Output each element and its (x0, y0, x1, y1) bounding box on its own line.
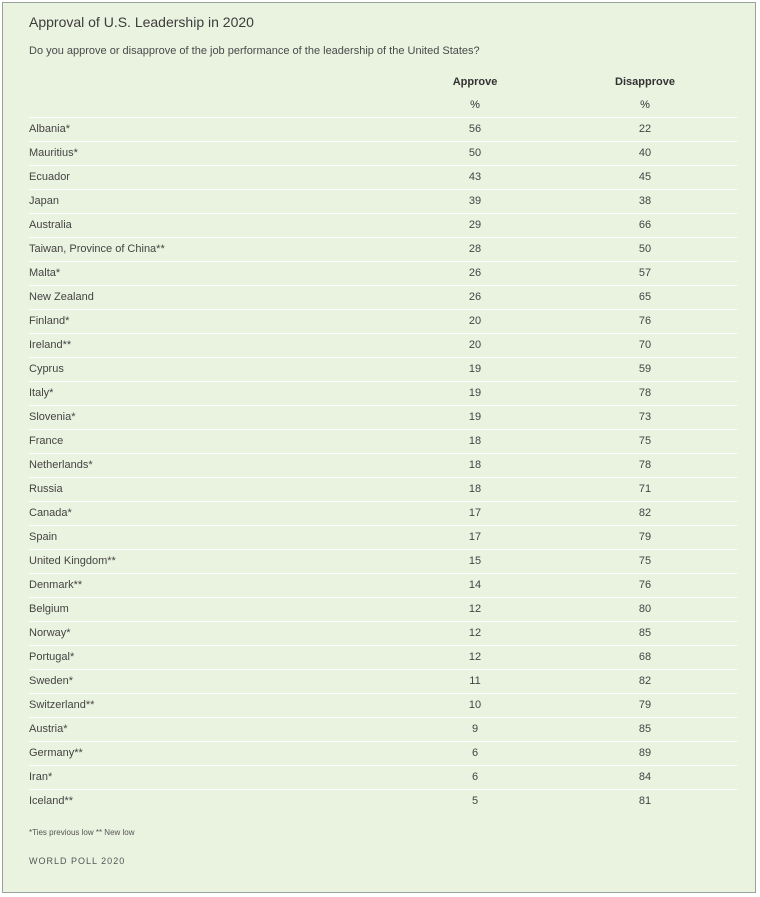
table-row (29, 405, 737, 429)
table-row (29, 573, 737, 597)
disapprove-value: 66 (638, 219, 652, 231)
disapprove-value: 89 (638, 747, 652, 759)
chart-title: Approval of U.S. Leadership in 2020 (29, 14, 254, 30)
country-label: Spain (29, 531, 58, 543)
disapprove-value: 57 (638, 267, 652, 279)
approve-value: 26 (468, 291, 482, 303)
country-label: Norway* (29, 627, 71, 639)
approve-value: 17 (468, 531, 482, 543)
country-label: Ireland** (29, 339, 72, 351)
table-row (29, 741, 737, 765)
approve-value: 12 (468, 627, 482, 639)
data-table (29, 117, 737, 813)
disapprove-value: 82 (638, 675, 652, 687)
disapprove-value: 78 (638, 459, 652, 471)
country-label: Albania* (29, 123, 70, 135)
source-label: WORLD POLL 2020 (29, 856, 126, 866)
approve-value: 11 (469, 675, 481, 687)
country-label: Germany** (29, 747, 83, 759)
approve-value: 19 (468, 387, 482, 399)
table-row (29, 645, 737, 669)
country-label: Russia (29, 483, 63, 495)
country-label: Iceland** (29, 795, 74, 807)
approve-value: 12 (468, 651, 482, 663)
table-row (29, 237, 737, 261)
country-label: Australia (29, 219, 72, 231)
country-label: Portugal* (29, 651, 75, 663)
approve-value: 9 (471, 723, 479, 735)
disapprove-value: 78 (638, 387, 652, 399)
disapprove-value: 76 (638, 579, 652, 591)
approve-value: 15 (468, 555, 482, 567)
approve-value: 18 (468, 459, 482, 471)
approve-value: 5 (471, 795, 479, 807)
approve-value: 12 (468, 603, 482, 615)
disapprove-value: 79 (638, 699, 652, 711)
country-label: Ecuador (29, 171, 70, 183)
approve-value: 10 (468, 699, 482, 711)
disapprove-unit-label: % (640, 99, 650, 111)
table-row (29, 165, 737, 189)
country-label: United Kingdom** (29, 555, 116, 567)
disapprove-value: 71 (638, 483, 652, 495)
disapprove-value: 68 (638, 651, 652, 663)
country-label: Austria* (29, 723, 68, 735)
approve-value: 14 (468, 579, 482, 591)
approve-unit-label: % (470, 99, 480, 111)
approve-value: 19 (468, 363, 482, 375)
country-label: Sweden* (29, 675, 74, 687)
disapprove-value: 76 (638, 315, 652, 327)
table-row (29, 141, 737, 165)
disapprove-value: 38 (638, 195, 652, 207)
disapprove-value: 70 (638, 339, 652, 351)
table-row (29, 501, 737, 525)
country-label: Denmark** (29, 579, 83, 591)
disapprove-value: 85 (638, 723, 652, 735)
table-row (29, 597, 737, 621)
approve-value: 20 (468, 315, 482, 327)
table-row (29, 477, 737, 501)
country-label: Japan (29, 195, 59, 207)
table-row (29, 309, 737, 333)
table-row (29, 717, 737, 741)
country-label: Iran* (29, 771, 53, 783)
country-label: Switzerland** (29, 699, 95, 711)
country-label: Cyprus (29, 363, 64, 375)
table-row (29, 285, 737, 309)
table-row (29, 693, 737, 717)
approve-value: 19 (468, 411, 482, 423)
disapprove-value: 75 (638, 435, 652, 447)
table-row (29, 357, 737, 381)
approve-value: 26 (468, 267, 482, 279)
table-row (29, 453, 737, 477)
chart-subtitle: Do you approve or disapprove of the job performance of the leadership of the United States? (29, 45, 480, 57)
table-row (29, 765, 737, 789)
country-label: Canada* (29, 507, 72, 519)
chart-frame (2, 2, 756, 893)
disapprove-value: 22 (638, 123, 652, 135)
country-label: Finland* (29, 315, 70, 327)
table-row (29, 621, 737, 645)
table-row (29, 549, 737, 573)
disapprove-value: 84 (638, 771, 652, 783)
table-row (29, 525, 737, 549)
table-row (29, 261, 737, 285)
disapprove-value: 79 (638, 531, 652, 543)
disapprove-value: 85 (638, 627, 652, 639)
approve-value: 18 (468, 435, 482, 447)
country-label: Netherlands* (29, 459, 93, 471)
table-row (29, 669, 737, 693)
country-label: Taiwan, Province of China** (29, 243, 165, 255)
disapprove-value: 80 (638, 603, 652, 615)
disapprove-value: 82 (638, 507, 652, 519)
footnote: *Ties previous low ** New low (29, 828, 135, 837)
country-label: New Zealand (29, 291, 94, 303)
country-label: Italy* (29, 387, 54, 399)
table-row (29, 381, 737, 405)
country-label: France (29, 435, 64, 447)
table-row (29, 429, 737, 453)
approve-value: 20 (468, 339, 482, 351)
table-row (29, 117, 737, 141)
country-label: Belgium (29, 603, 69, 615)
approve-value: 18 (468, 483, 482, 495)
disapprove-value: 65 (638, 291, 652, 303)
table-row (29, 333, 737, 357)
approve-value: 28 (468, 243, 482, 255)
approve-value: 43 (468, 171, 482, 183)
table-row (29, 189, 737, 213)
approve-column-header: Approve (452, 76, 498, 88)
approve-value: 56 (468, 123, 482, 135)
disapprove-value: 81 (638, 795, 652, 807)
approve-value: 6 (471, 747, 479, 759)
approve-value: 50 (468, 147, 482, 159)
approve-value: 6 (471, 771, 479, 783)
disapprove-value: 73 (638, 411, 652, 423)
table-row (29, 213, 737, 237)
disapprove-value: 75 (638, 555, 652, 567)
country-label: Malta* (29, 267, 61, 279)
country-label: Slovenia* (29, 411, 76, 423)
disapprove-value: 45 (638, 171, 652, 183)
approve-value: 29 (468, 219, 482, 231)
disapprove-column-header: Disapprove (615, 76, 675, 88)
disapprove-value: 40 (638, 147, 652, 159)
approve-value: 39 (468, 195, 482, 207)
approve-value: 17 (468, 507, 482, 519)
disapprove-value: 50 (638, 243, 652, 255)
disapprove-value: 59 (638, 363, 652, 375)
country-label: Mauritius* (29, 147, 78, 159)
table-row (29, 789, 737, 813)
